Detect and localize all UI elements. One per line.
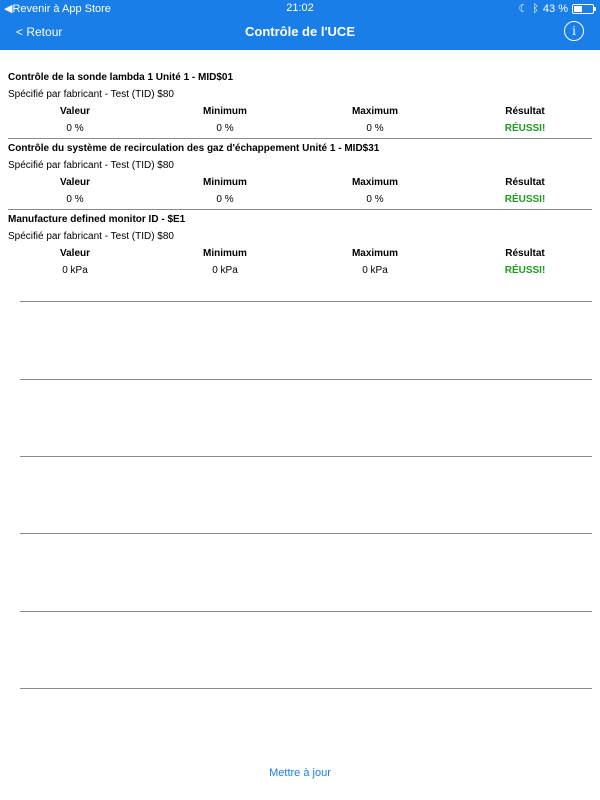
header-maximum: Maximum [351,177,399,188]
info-icon[interactable]: i [564,21,584,41]
back-button[interactable]: < Retour [16,25,63,39]
empty-row-divider [20,611,592,612]
header-result: Résultat [505,177,545,188]
test-subtitle: Spécifié par fabricant - Test (TID) $80 [8,160,174,171]
empty-row-divider [20,379,592,380]
empty-row-divider [20,456,592,457]
divider [8,209,592,210]
header-value: Valeur [59,177,91,188]
header-maximum: Maximum [351,248,399,259]
update-button[interactable]: Mettre à jour [269,767,331,779]
empty-row-divider [20,688,592,689]
test-section [0,70,600,139]
divider [8,138,592,139]
empty-row-divider [20,301,592,302]
test-title: Contrôle du système de recirculation des gaz d'échappement Unité 1 - MID$31 [8,143,380,154]
test-section [0,141,600,210]
test-subtitle: Spécifié par fabricant - Test (TID) $80 [8,231,174,242]
header-value: Valeur [59,106,91,117]
header-value: Valeur [59,248,91,259]
back-app-label: Revenir à App Store [12,3,111,15]
header-minimum: Minimum [203,177,247,188]
status-bar [0,0,600,16]
cell-minimum: 0 kPa [212,265,238,276]
navigation-bar [0,16,600,50]
test-results-list [0,70,600,280]
moon-icon: ☾ [518,3,529,15]
test-title: Contrôle de la sonde lambda 1 Unité 1 - MID$01 [8,72,234,83]
header-maximum: Maximum [351,106,399,117]
status-icons [518,2,594,15]
battery-icon [572,4,594,14]
header-minimum: Minimum [203,248,247,259]
cell-value: 0 % [66,194,84,205]
test-table [0,246,600,280]
header-result: Résultat [505,248,545,259]
cell-minimum: 0 % [216,123,234,134]
battery-percent: 43 % [542,2,568,15]
result-badge: RÉUSSI! [504,194,546,205]
test-table [0,175,600,209]
battery-fill [574,6,582,12]
test-title: Manufacture defined monitor ID - $E1 [8,214,186,225]
result-badge: RÉUSSI! [504,123,546,134]
cell-maximum: 0 kPa [362,265,388,276]
cell-maximum: 0 % [366,123,384,134]
result-badge: RÉUSSI! [504,265,546,276]
cell-value: 0 % [66,123,84,134]
header-minimum: Minimum [203,106,247,117]
clock: 21:02 [286,2,314,14]
test-subtitle: Spécifié par fabricant - Test (TID) $80 [8,89,174,100]
page-title: Contrôle de l'UCE [245,24,355,39]
test-table [0,104,600,138]
header-result: Résultat [505,106,545,117]
cell-maximum: 0 % [366,194,384,205]
bluetooth-icon: ᛒ [532,2,539,15]
back-triangle-icon: ◀ [4,3,13,15]
cell-value: 0 kPa [62,265,88,276]
empty-row-divider [20,533,592,534]
test-section [0,212,600,280]
cell-minimum: 0 % [216,194,234,205]
